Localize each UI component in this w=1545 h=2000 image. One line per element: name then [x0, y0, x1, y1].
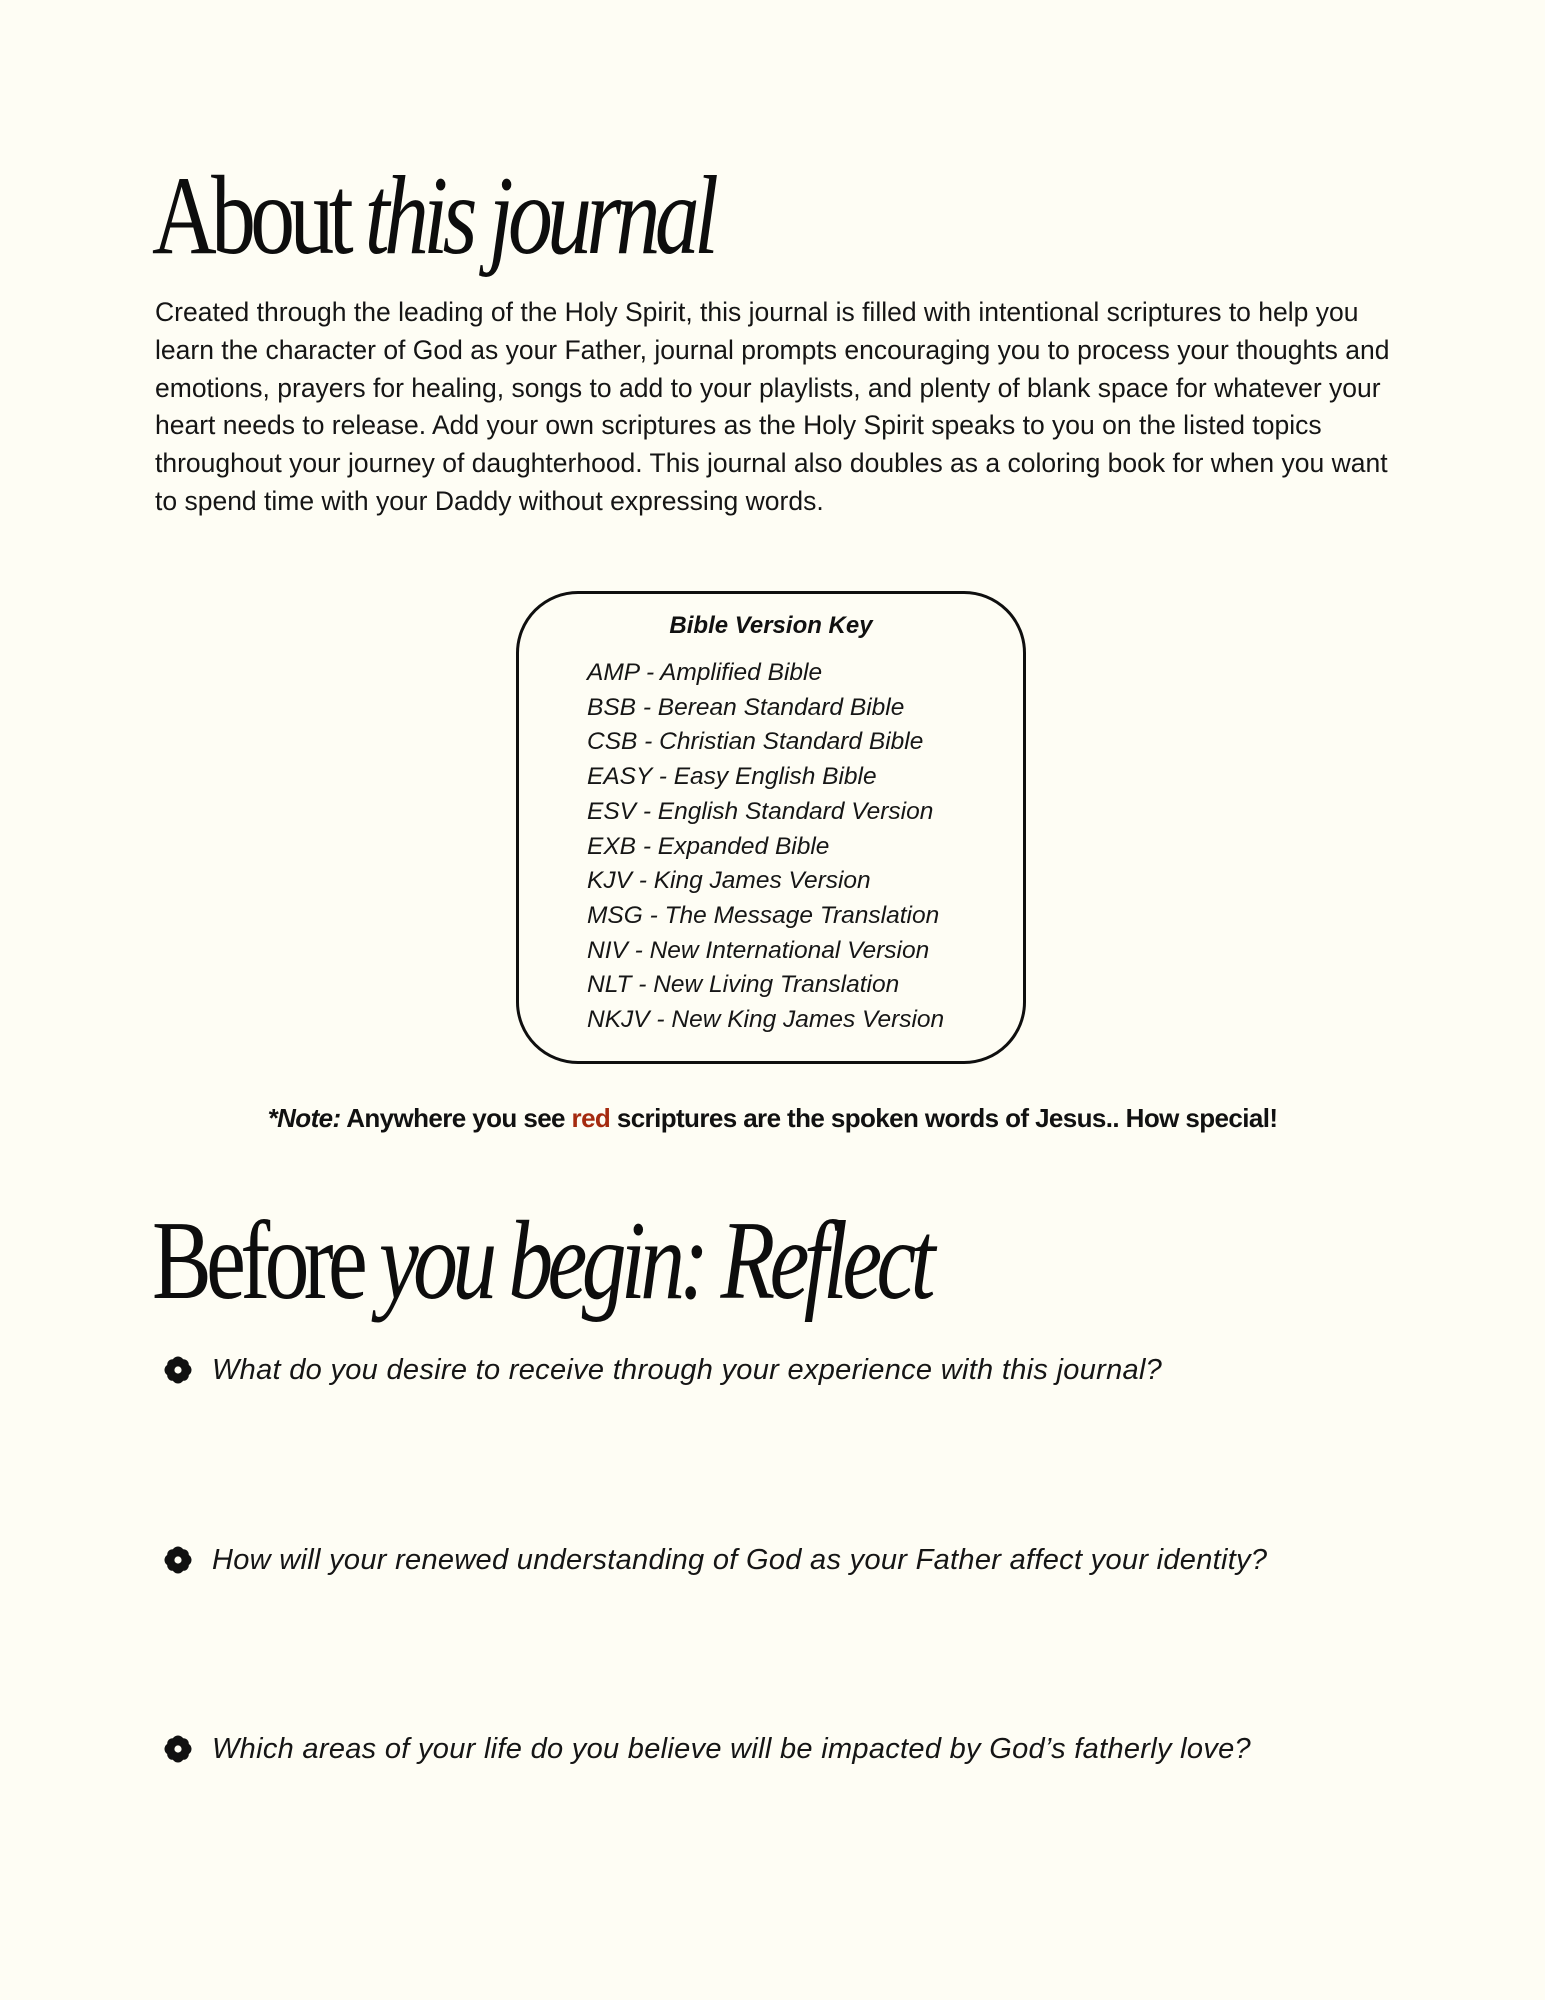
reflect-heading-italic: you begin: Reflect: [378, 1199, 930, 1323]
bible-version-item: EASY - Easy English Bible: [587, 763, 877, 791]
bible-version-list: [587, 656, 944, 1038]
about-heading-italic: this journal: [364, 154, 714, 278]
bible-version-key-box: [516, 591, 1026, 1064]
note-text-before: Anywhere you see: [340, 1103, 572, 1133]
red-letter-note: [0, 1100, 1545, 1136]
note-red-word: red: [571, 1103, 611, 1133]
bible-version-item: ESV - English Standard Version: [587, 797, 934, 825]
about-heading-plain: About: [152, 154, 365, 278]
bible-version-item: KJV - King James Version: [587, 867, 871, 895]
bible-version-item: CSB - Christian Standard Bible: [587, 728, 924, 756]
flower-icon: [162, 1544, 194, 1576]
bible-version-key-title: Bible Version Key: [669, 612, 873, 639]
question-text: Which areas of your life do you believe will be impacted by God’s fatherly love?: [212, 1733, 1251, 1765]
bible-version-item: NKJV - New King James Version: [587, 1006, 945, 1034]
reflect-heading-plain: Before: [152, 1199, 379, 1323]
flower-icon: [162, 1733, 194, 1765]
about-heading: [152, 154, 714, 278]
flower-icon: [162, 1354, 194, 1386]
bible-version-item: MSG - The Message Translation: [587, 901, 940, 929]
reflect-question: [162, 1350, 1162, 1390]
bible-version-item: EXB - Expanded Bible: [587, 832, 830, 860]
reflect-heading: [152, 1199, 930, 1323]
bible-version-item: AMP - Amplified Bible: [587, 659, 823, 686]
note-text-after: scriptures are the spoken words of Jesus.. How special!: [610, 1103, 1278, 1133]
bible-version-item: NLT - New Living Translation: [587, 971, 900, 999]
about-body-text: Created through the leading of the Holy Spirit, this journal is filled with intentional scriptures to help you learn the character of God as your Father, journal prompts encouraging you to process your thoughts and emotions, prayers for healing, songs to add to your playlists, and plenty of blank space for whatever your heart needs to release. Add your own scriptures as the Holy Spirit speaks to you on the listed topics throughout your journey of daughterhood. This journal also doubles as a coloring book for when you want to spend time with your Daddy without expressing words.: [155, 297, 1390, 516]
note-lead: *Note:: [267, 1103, 341, 1133]
bible-version-item: NIV - New International Version: [587, 936, 930, 964]
reflect-question: [162, 1729, 1251, 1769]
question-text: How will your renewed understanding of God as your Father affect your identity?: [212, 1544, 1268, 1576]
reflect-question: [162, 1540, 1267, 1580]
question-text: What do you desire to receive through your experience with this journal?: [212, 1354, 1163, 1386]
bible-version-item: BSB - Berean Standard Bible: [587, 693, 905, 721]
